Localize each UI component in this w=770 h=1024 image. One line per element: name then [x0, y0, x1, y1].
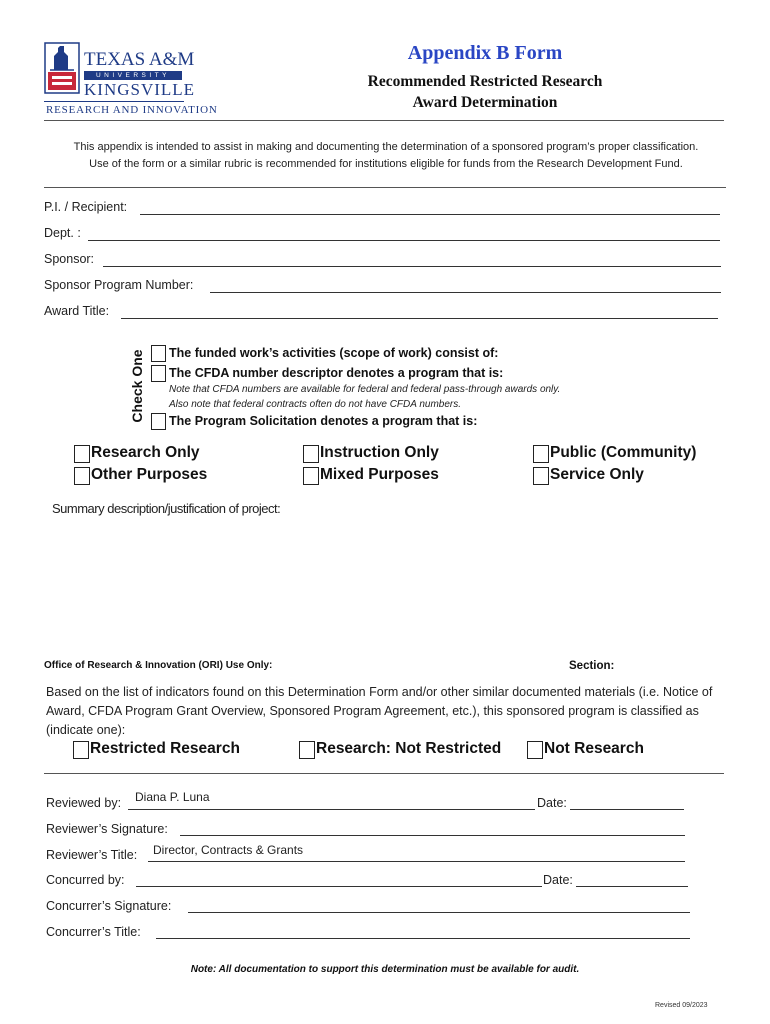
- solicitation-checkbox[interactable]: [151, 413, 166, 430]
- intro-line1: This appendix is intended to assist in making and documenting the determination of a sponsored program’s proper classification.: [73, 141, 699, 153]
- research-not-restricted-checkbox[interactable]: [299, 741, 315, 759]
- restricted-research-label: Restricted Research: [90, 740, 240, 757]
- concurrer-title-field[interactable]: [156, 938, 690, 939]
- section-label: Section:: [569, 660, 615, 672]
- university-logo-icon: [44, 42, 80, 94]
- pi-label: P.I. / Recipient:: [44, 200, 128, 214]
- reviewer-title-label: Reviewer’s Title:: [46, 848, 138, 862]
- intro-text: [44, 139, 728, 173]
- award-title-label: Award Title:: [44, 304, 110, 318]
- program-number-label: Sponsor Program Number:: [44, 278, 194, 292]
- intro-line2: Use of the form or a similar rubric is recommended for institutions eligible for funds from the Research Development Fund.: [89, 158, 683, 170]
- page-title: Appendix B Form: [407, 42, 563, 64]
- other-purposes-checkbox[interactable]: [74, 467, 90, 485]
- mixed-purposes-label: Mixed Purposes: [320, 466, 439, 483]
- cfda-note-1: Note that CFDA numbers are available for federal and federal pass-through awards only.: [169, 384, 561, 395]
- not-research-label: Not Research: [544, 740, 644, 757]
- instruction-only-label: Instruction Only: [320, 444, 439, 461]
- concurred-by-label: Concurred by:: [46, 873, 125, 887]
- summary-text-area[interactable]: [52, 522, 722, 647]
- award-title-field[interactable]: [121, 318, 718, 319]
- logo-text-university: UNIVERSITY: [84, 71, 182, 80]
- check-one-label: Check One: [129, 349, 145, 423]
- restricted-research-checkbox[interactable]: [73, 741, 89, 759]
- reviewer-signature-label: Reviewer’s Signature:: [46, 822, 168, 836]
- cfda-checkbox[interactable]: [151, 365, 166, 382]
- subtitle-line2: Award Determination: [412, 94, 558, 111]
- sponsor-label: Sponsor:: [44, 252, 95, 266]
- pi-field[interactable]: [140, 214, 720, 215]
- research-only-checkbox[interactable]: [74, 445, 90, 463]
- dept-field[interactable]: [88, 240, 720, 241]
- scope-of-work-label: The funded work’s activities (scope of work) consist of:: [169, 346, 499, 360]
- ori-use-only-label: Office of Research & Innovation (ORI) Use Only:: [44, 660, 273, 671]
- reviewed-by-value[interactable]: Diana P. Luna: [135, 790, 210, 804]
- revision-date: Revised 09/2023: [655, 1002, 708, 1009]
- concurrer-signature-field[interactable]: [188, 912, 690, 913]
- logo-subtitle: RESEARCH AND INNOVATION: [46, 104, 218, 116]
- scope-of-work-checkbox[interactable]: [151, 345, 166, 362]
- reviewer-title-field[interactable]: [148, 861, 685, 862]
- dept-label: Dept. :: [44, 226, 81, 240]
- research-not-restricted-label: Research: Not Restricted: [316, 740, 502, 757]
- public-community-checkbox[interactable]: [533, 445, 549, 463]
- reviewer-title-value[interactable]: Director, Contracts & Grants: [153, 843, 304, 857]
- public-community-label: Public (Community): [550, 444, 697, 461]
- concurred-by-field[interactable]: [136, 886, 542, 887]
- subtitle-line1: Recommended Restricted Research: [367, 73, 603, 90]
- cfda-note-2: Also note that federal contracts often do not have CFDA numbers.: [169, 399, 462, 410]
- review-date-label: Date:: [537, 796, 567, 810]
- concurrer-title-label: Concurrer’s Title:: [46, 925, 141, 939]
- service-only-label: Service Only: [550, 466, 644, 483]
- classification-instructions: Based on the list of indicators found on this Determination Form and/or other similar documented materials (i.e. Notice of Award, CFDA Program Grant Overview, Sponsored Program Agreement, etc.), this sponsored program is classified as (indicate one):: [46, 685, 713, 737]
- header-divider: [44, 120, 724, 121]
- sponsor-field[interactable]: [103, 266, 721, 267]
- program-number-field[interactable]: [210, 292, 721, 293]
- logo-divider: [44, 101, 184, 102]
- page-subtitle: [200, 71, 770, 113]
- not-research-checkbox[interactable]: [527, 741, 543, 759]
- logo-text-line1: TEXAS A&M: [84, 49, 195, 70]
- concur-date-label: Date:: [543, 873, 573, 887]
- concurrer-signature-label: Concurrer’s Signature:: [46, 899, 172, 913]
- other-purposes-label: Other Purposes: [91, 466, 208, 483]
- logo-text-line2: KINGSVILLE: [84, 80, 196, 99]
- research-only-label: Research Only: [91, 444, 200, 461]
- cfda-label: The CFDA number descriptor denotes a program that is:: [169, 366, 504, 380]
- instruction-only-checkbox[interactable]: [303, 445, 319, 463]
- mixed-purposes-checkbox[interactable]: [303, 467, 319, 485]
- solicitation-label: The Program Solicitation denotes a program that is:: [169, 414, 478, 428]
- audit-note: Note: All documentation to support this determination must be available for audit.: [190, 964, 580, 975]
- reviewed-by-field[interactable]: [128, 809, 535, 810]
- review-date-field[interactable]: [570, 809, 684, 810]
- reviewer-signature-field[interactable]: [180, 835, 685, 836]
- reviewed-by-label: Reviewed by:: [46, 796, 122, 810]
- service-only-checkbox[interactable]: [533, 467, 549, 485]
- ori-divider: [44, 773, 724, 774]
- concur-date-field[interactable]: [576, 886, 688, 887]
- intro-divider: [44, 187, 726, 188]
- summary-label: Summary description/justification of project:: [52, 501, 281, 516]
